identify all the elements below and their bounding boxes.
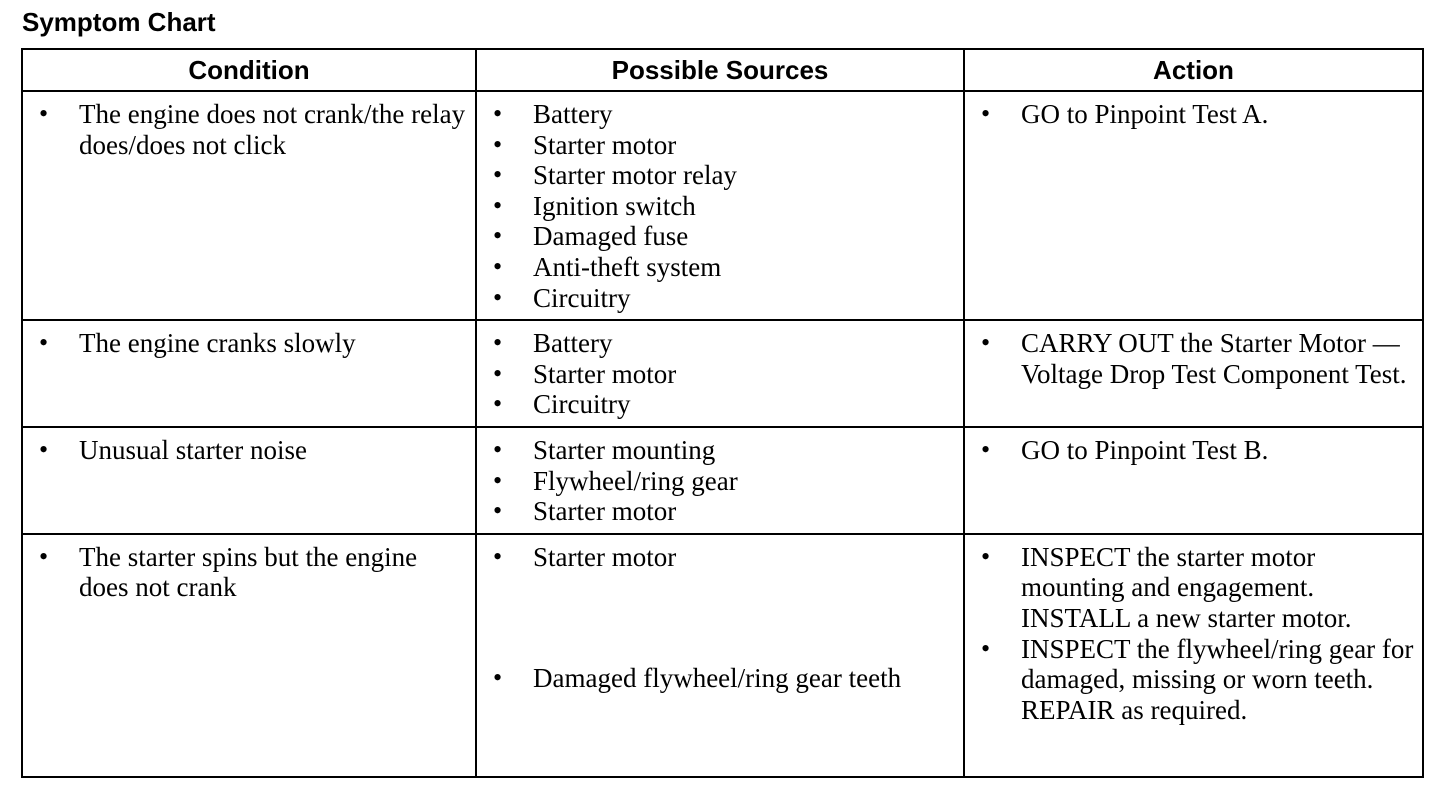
sources-cell: [476, 534, 964, 777]
table-row: [22, 427, 1423, 534]
condition-item: • The engine does not crank/the relay does/does not click: [35, 99, 469, 160]
source-item: • Starter motor relay: [489, 160, 957, 191]
header-condition: Condition: [22, 49, 476, 91]
condition-item: • Unusual starter noise: [35, 435, 469, 466]
table-row: [22, 91, 1423, 320]
source-item: • Starter motor: [489, 130, 957, 161]
action-item: • INSPECT the flywheel/ring gear for damaged, missing or worn teeth. REPAIR as required.: [977, 634, 1416, 726]
condition-item: • The starter spins but the engine does not crank: [35, 542, 469, 603]
header-row: [22, 49, 1423, 91]
source-item: • Starter motor: [489, 359, 957, 390]
source-item: • Starter mounting: [489, 435, 957, 466]
condition-cell: [22, 320, 476, 427]
action-cell: [964, 427, 1423, 534]
source-item: • Damaged fuse: [489, 221, 957, 252]
condition-cell: [22, 91, 476, 320]
source-item: • Circuitry: [489, 389, 957, 420]
source-item: • Anti-theft system: [489, 252, 957, 283]
condition-cell: [22, 427, 476, 534]
sources-cell: [476, 427, 964, 534]
action-item: • INSPECT the starter motor mounting and engagement. INSTALL a new starter motor.: [977, 542, 1416, 634]
action-cell: [964, 534, 1423, 777]
header-action: Action: [964, 49, 1423, 91]
action-cell: [964, 320, 1423, 427]
action-item: • CARRY OUT the Starter Motor — Voltage Drop Test Component Test.: [977, 328, 1416, 389]
table-row: [22, 320, 1423, 427]
source-item: • Starter motor: [489, 542, 957, 573]
sources-cell: [476, 320, 964, 427]
source-item: • Starter motor: [489, 496, 957, 527]
source-item: • Ignition switch: [489, 191, 957, 222]
source-item: • Battery: [489, 99, 957, 130]
source-item: • Battery: [489, 328, 957, 359]
action-item: • GO to Pinpoint Test A.: [977, 99, 1416, 130]
header-possible-sources: Possible Sources: [476, 49, 964, 91]
symptom-table: [21, 48, 1424, 778]
source-item: • Circuitry: [489, 283, 957, 314]
source-item: • Flywheel/ring gear: [489, 466, 957, 497]
table-row: [22, 534, 1423, 777]
source-item: • Damaged flywheel/ring gear teeth: [489, 663, 957, 694]
sources-cell: [476, 91, 964, 320]
action-item: • GO to Pinpoint Test B.: [977, 435, 1416, 466]
condition-cell: [22, 534, 476, 777]
condition-item: • The engine cranks slowly: [35, 328, 469, 359]
page-title: Symptom Chart: [22, 7, 216, 37]
action-cell: [964, 91, 1423, 320]
